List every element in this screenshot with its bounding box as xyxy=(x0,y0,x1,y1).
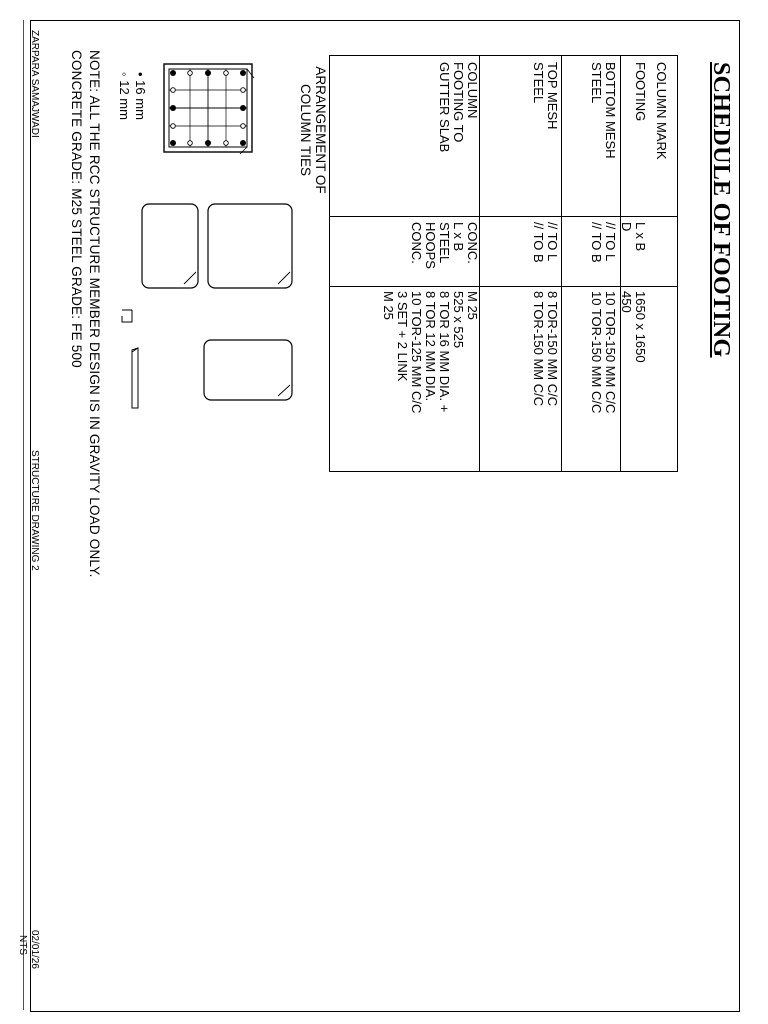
bar-12mm xyxy=(188,141,193,146)
bar-16mm xyxy=(205,140,211,146)
label-column-footing: COLUMN FOOTING TO GUTTER SLAB xyxy=(437,62,480,153)
schedule-title: SCHEDULE OF FOOTING xyxy=(708,62,734,358)
column-section-diagram xyxy=(156,60,256,160)
row-separator xyxy=(620,56,621,471)
col-separator xyxy=(330,286,677,287)
drawing-date: 02/01/26 xyxy=(29,930,40,969)
bar-16mm xyxy=(170,140,176,146)
value-footing: 1650 x 1650 450 xyxy=(619,291,648,363)
label-top-mesh: TOP MESH STEEL xyxy=(531,62,560,130)
bar-16mm xyxy=(240,105,246,111)
title-block-line xyxy=(23,20,24,1010)
sub-footing: L x B D xyxy=(619,222,648,252)
sheet-name: STRUCTURE DRAWING 2 xyxy=(29,450,40,571)
bar-16mm xyxy=(170,105,176,111)
label-footing: FOOTING xyxy=(633,62,648,122)
bar-16mm xyxy=(240,70,246,76)
legend-12mm: ◦ 12 mm xyxy=(117,72,132,120)
bar-16mm xyxy=(205,70,211,76)
row-separator xyxy=(561,56,562,471)
bar-12mm xyxy=(171,124,176,129)
bar-12mm xyxy=(171,88,176,93)
sub-column-footing: CONC. L x B STEEL HOOPS CONC. xyxy=(409,222,480,269)
drawing-scale: NTS xyxy=(17,935,28,955)
value-top-mesh: 8 TOR-150 MM C/C 8 TOR-150 MM C/C xyxy=(531,291,560,407)
note-concrete-grade: CONCRETE GRADE: M25 STEEL GRADE: FE 500 xyxy=(69,50,84,368)
tie-shapes-diagram xyxy=(0,200,298,440)
bar-12mm xyxy=(224,71,229,76)
bar-16mm xyxy=(170,70,176,76)
value-bottom-mesh: 10 TOR-150 MM C/C 10 TOR-150 MM C/C xyxy=(589,291,618,414)
sub-top-mesh: // TO L // TO B xyxy=(531,222,560,263)
arrangement-label: ARRANGEMENT OF COLUMN TIES xyxy=(298,66,328,194)
sub-bottom-mesh: // TO L // TO B xyxy=(589,222,618,263)
bar-12mm xyxy=(241,88,246,93)
label-column-mark: COLUMN MARK xyxy=(654,62,669,160)
legend-16mm: • 16 mm xyxy=(133,72,148,120)
bar-16mm xyxy=(240,140,246,146)
bar-12mm xyxy=(188,71,193,76)
label-bottom-mesh: BOTTOM MESH STEEL xyxy=(589,62,618,159)
col-separator xyxy=(330,216,677,217)
bar-legend xyxy=(116,72,148,120)
value-column-footing: M 25 525 x 525 8 TOR 16 MM DIA. + 8 TOR 12 MM DIA. 10 TOR-125 MM C/C 3 SET + 2 LINK M 25 xyxy=(381,291,480,414)
bar-12mm xyxy=(241,124,246,129)
note-gravity-load: NOTE: ALL THE RCC STRUCTURE MEMBER DESIGN IS IN GRAVITY LOAD ONLY. xyxy=(87,50,102,578)
project-name: ZARPARA SAMAJWADI xyxy=(29,30,40,138)
bar-12mm xyxy=(224,141,229,146)
